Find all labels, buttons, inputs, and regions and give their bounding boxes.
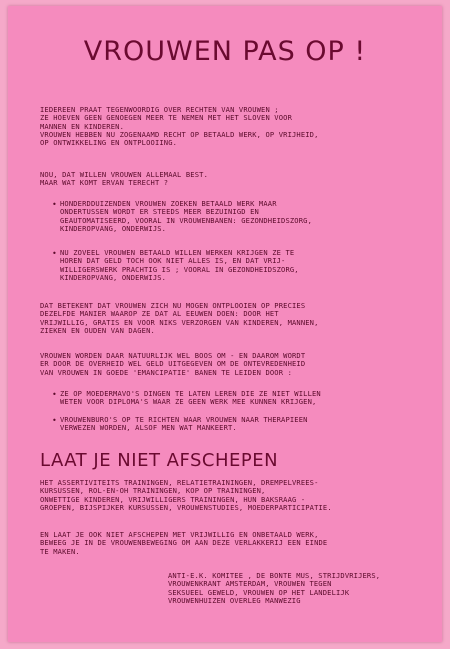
text-line: VAN VROUWEN IN GOEDE 'EMANCIPATIE' BANEN TE LEIDEN DOOR : bbox=[40, 368, 292, 377]
text-line: KINDEROPVANG, ONDERWIJS. bbox=[60, 225, 167, 234]
bullet-dot-icon: • bbox=[52, 249, 57, 258]
pink-flyer-sheet bbox=[8, 6, 442, 642]
intro-paragraph bbox=[40, 106, 436, 148]
text-line: VROUWENBURO'S OP TE RICHTEN WAAR VROUWEN NAAR THERAPIEEN bbox=[60, 416, 308, 424]
text-line: VRIJWILLIG, GRATIS EN VOOR NIKS VERZORGEN VAN KINDEREN, MANNEN, bbox=[40, 318, 319, 327]
text-line: VROUWEN HEBBEN NU ZOGENAAMD RECHT OP BETAALD WERK, OP VRIJHEID, bbox=[40, 131, 319, 140]
flyer-title: VROUWEN PAS OP ! bbox=[83, 36, 367, 67]
bullet-item bbox=[52, 390, 432, 407]
paragraph-two bbox=[40, 302, 436, 335]
text-line: ZE OP MOEDERMAVO'S DINGEN TE LATEN LEREN DIE ZE NIET WILLEN bbox=[60, 390, 321, 398]
text-line: DEZELFDE MANIER WAAROP ZE DAT AL EEUWEN DOEN: DOOR HET bbox=[40, 310, 279, 319]
text-line: HONDERDDUIZENDEN VROUWEN ZOEKEN BETAALD WERK MAAR bbox=[60, 200, 277, 208]
text-line: IEDEREEN PRAAT TEGENWOORDIG OVER RECHTEN VAN VROUWEN ; bbox=[40, 106, 279, 114]
text-line: BEWEEG JE IN DE VROUWENBEWEGING OM AAN DEZE VERLAKKERIJ EEN EINDE bbox=[40, 539, 328, 548]
bullet-item bbox=[52, 249, 432, 283]
question-paragraph bbox=[40, 171, 436, 188]
text-line: HOREN DAT GELD TOCH OOK NIET ALLES IS, EN DAT VRIJ- bbox=[60, 257, 286, 266]
text-line: ER DOOR DE OVERHEID WEL GELD UITGEGEVEN OM DE ONTEVREDENHEID bbox=[40, 360, 306, 369]
bullet-item bbox=[52, 416, 432, 433]
text-line: ONDERTUSSEN WORDT ER STEEDS MEER BEZUINIGD EN bbox=[60, 208, 259, 217]
text-line: GEAUTOMATISEERD, VOORAL IN VROUWENBANEN: GEZONDHEIDSZORG, bbox=[60, 216, 312, 225]
signature-block bbox=[168, 572, 438, 605]
text-line: VROUWENKRANT AMSTERDAM, VROUWEN TEGEN bbox=[168, 580, 332, 589]
text-line: DAT BETEKENT DAT VROUWEN ZICH NU MOGEN ONTPLOOIEN OP PRECIES bbox=[40, 302, 306, 310]
text-line: ZE HOEVEN GEEN GENOEGEN MEER TE NEMEN MET HET SLOVEN VOOR bbox=[40, 114, 292, 123]
text-line: ANTI-E.K. KOMITEE , DE BONTE MUS, STRIJDVRIJERS, bbox=[168, 572, 381, 580]
text-line: WILLIGERSWERK PRACHTIG IS ; VOORAL IN GEZONDHEIDSZORG, bbox=[60, 265, 299, 274]
flyer-subtitle: LAAT JE NIET AFSCHEPEN bbox=[40, 450, 279, 471]
text-line: MAAR WAT KOMT ERVAN TERECHT ? bbox=[40, 179, 169, 188]
text-line: TE MAKEN. bbox=[40, 547, 80, 556]
text-line: HET ASSERTIVITEITS TRAININGEN, RELATIETRAININGEN, DREMPELVREES- bbox=[40, 479, 319, 487]
text-line: VROUWEN WORDEN DAAR NATUURLIJK WEL BOOS OM - EN DAAROM WORDT bbox=[40, 352, 306, 360]
text-line: KINDEROPVANG, ONDERWIJS. bbox=[60, 274, 167, 283]
text-line: NOU, DAT WILLEN VROUWEN ALLEMAAL BEST. bbox=[40, 171, 208, 179]
text-line: SEKSUEEL GEWELD, VROUWEN OP HET LANDELIJK bbox=[168, 588, 350, 597]
text-line: OP ONTWIKKELING EN ONTPLOOIING. bbox=[40, 139, 178, 148]
text-line: WETEN VOOR DIPLOMA'S WAAR ZE GEEN WERK MEE KUNNEN KRIJGEN, bbox=[60, 398, 317, 407]
text-line: ZIEKEN EN OUDEN VAN DAGEN. bbox=[40, 327, 155, 336]
text-line: NU ZOVEEL VROUWEN BETAALD WILLEN WERKEN KRIJGEN ZE TE bbox=[60, 249, 295, 257]
text-line: VROUWENHUIZEN OVERLEG MANWEZIG bbox=[168, 597, 301, 606]
bullet-dot-icon: • bbox=[52, 390, 57, 399]
paragraph-three bbox=[40, 352, 436, 377]
bullet-item bbox=[52, 200, 432, 234]
text-line: MANNEN EN KINDEREN. bbox=[40, 122, 124, 131]
paragraph-five bbox=[40, 531, 436, 556]
text-line: EN LAAT JE OOK NIET AFSCHEPEN MET VRIJWILLIG EN ONBETAALD WERK, bbox=[40, 531, 319, 539]
paragraph-four bbox=[40, 479, 436, 512]
text-line: VERWEZEN WORDEN, ALSOF MEN WAT MANKEERT. bbox=[60, 424, 237, 433]
text-line: KURSUSSEN, ROL-EN-OH TRAININGEN, KOP OP TRAININGEN, bbox=[40, 487, 266, 496]
bullet-dot-icon: • bbox=[52, 200, 57, 209]
text-line: ONWETTIGE KINDEREN, VRIJWILLIGERS TRAININGEN, HUN BAKSRAAG - bbox=[40, 495, 306, 504]
bullet-dot-icon: • bbox=[52, 416, 57, 425]
text-line: GROEPEN, BIJSPIJKER KURSUSSEN, VROUWENSTUDIES, MOEDERPARTICIPATIE. bbox=[40, 504, 332, 513]
